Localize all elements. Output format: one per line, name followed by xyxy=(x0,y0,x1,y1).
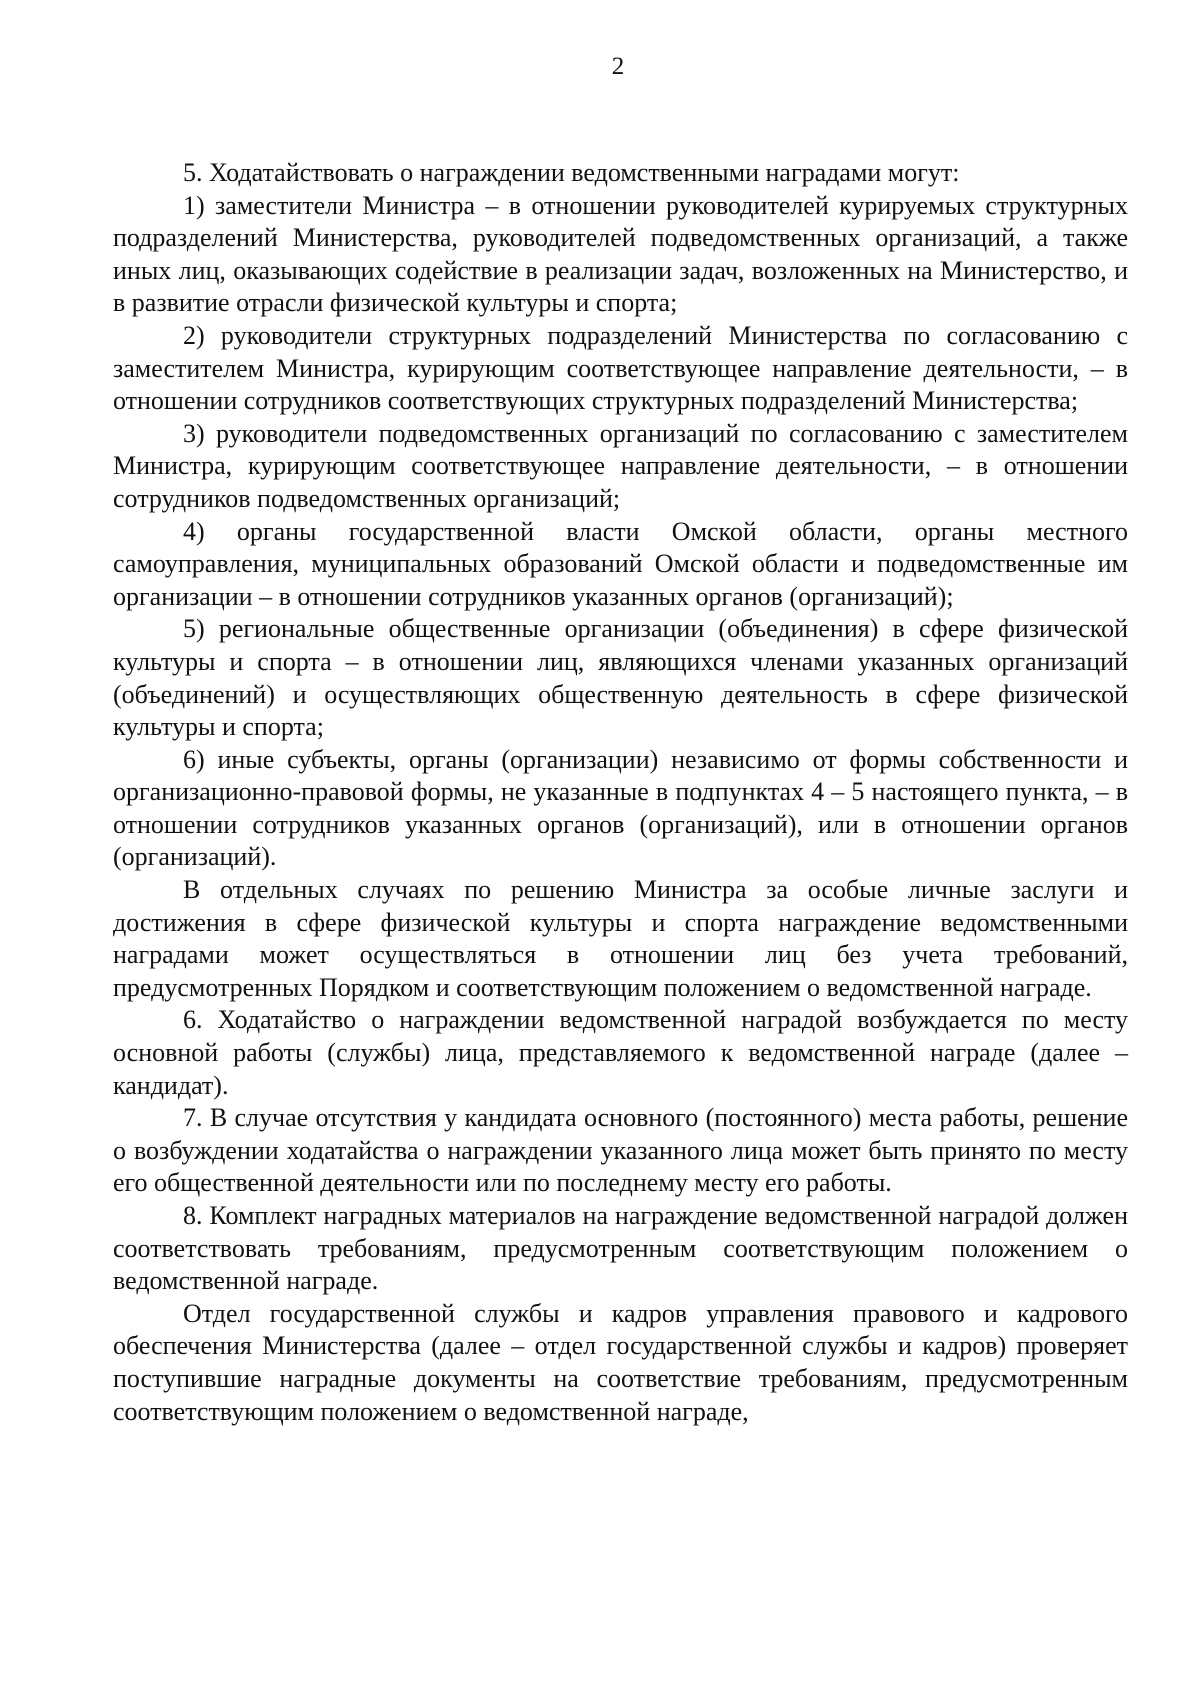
subitem-6: 6) иные субъекты, органы (организации) независимо от формы собственности и организационно-правовой формы, не указанные в подпунктах 4 – 5 настоящего пункта, – в отношении сотрудников указанных органов (организаций), или в отношении органов (организаций). xyxy=(113,744,1128,872)
subitem-2: 2) руководители структурных подразделений Министерства по согласованию с заместителем Министра, курирующим соответствующее направление деятельности, – в отношении сотрудников соответствующих структурных подразделений Министерства; xyxy=(113,320,1128,416)
subitem-3: 3) руководители подведомственных организаций по согласованию с заместителем Министра, курирующим соответствующее направление деятельности, – в отношении сотрудников подведомственных организаций; xyxy=(113,418,1128,513)
subitem-5: 5) региональные общественные организации (объединения) в сфере физической культуры и спорта – в отношении лиц, являющихся членами указанных организаций (объединений) и осуществляющих общественную деятельность в сфере физической культуры и спорта; xyxy=(113,614,1128,742)
hr-department-paragraph: Отдел государственной службы и кадров управления правового и кадрового обеспечения Министерства (далее – отдел государственной службы и кадров) проверяет поступившие наградные документы на соответствие требованиям, предусмотренным соответствующим положением о ведомственной награде, xyxy=(113,1298,1128,1426)
page-number: 2 xyxy=(611,53,625,80)
subitem-1: 1) заместители Министра – в отношении руководителей курируемых структурных подразделений Министерства, руководителей подведомственных организаций, а также иных лиц, оказывающих содействие в реализации задач, возложенных на Министерство, и в развитие отрасли физической культуры и спорта; xyxy=(113,190,1128,318)
paragraph-item-6: 6. Ходатайство о награждении ведомственной наградой возбуждается по месту основной работы (службы) лица, представляемого к ведомственной награде (далее – кандидат). xyxy=(113,1005,1128,1100)
paragraph-item-7: 7. В случае отсутствия у кандидата основного (постоянного) места работы, решение о возбуждении ходатайства о награждении указанного лица может быть принято по месту его общественной деятельности или по последнему месту его работы. xyxy=(113,1103,1128,1198)
document-body xyxy=(113,157,1128,1428)
paragraph-item-8: 8. Комплект наградных материалов на награждение ведомственной наградой должен соответствовать требованиям, предусмотренным соответствующим положением о ведомственной награде. xyxy=(113,1201,1128,1296)
special-cases-paragraph: В отдельных случаях по решению Министра за особые личные заслуги и достижения в сфере физической культуры и спорта награждение ведомственными наградами может осуществляться в отношении лиц без учета требований, предусмотренных Порядком и соответствующим положением о ведомственной награде. xyxy=(113,875,1128,1002)
subitem-4: 4) органы государственной власти Омской области, органы местного самоуправления, муниципальных образований Омской области и подведомственные им организации – в отношении сотрудников указанных органов (организаций); xyxy=(113,516,1128,611)
paragraph-item-5: 5. Ходатайствовать о награждении ведомственными наградами могут: xyxy=(183,158,960,187)
